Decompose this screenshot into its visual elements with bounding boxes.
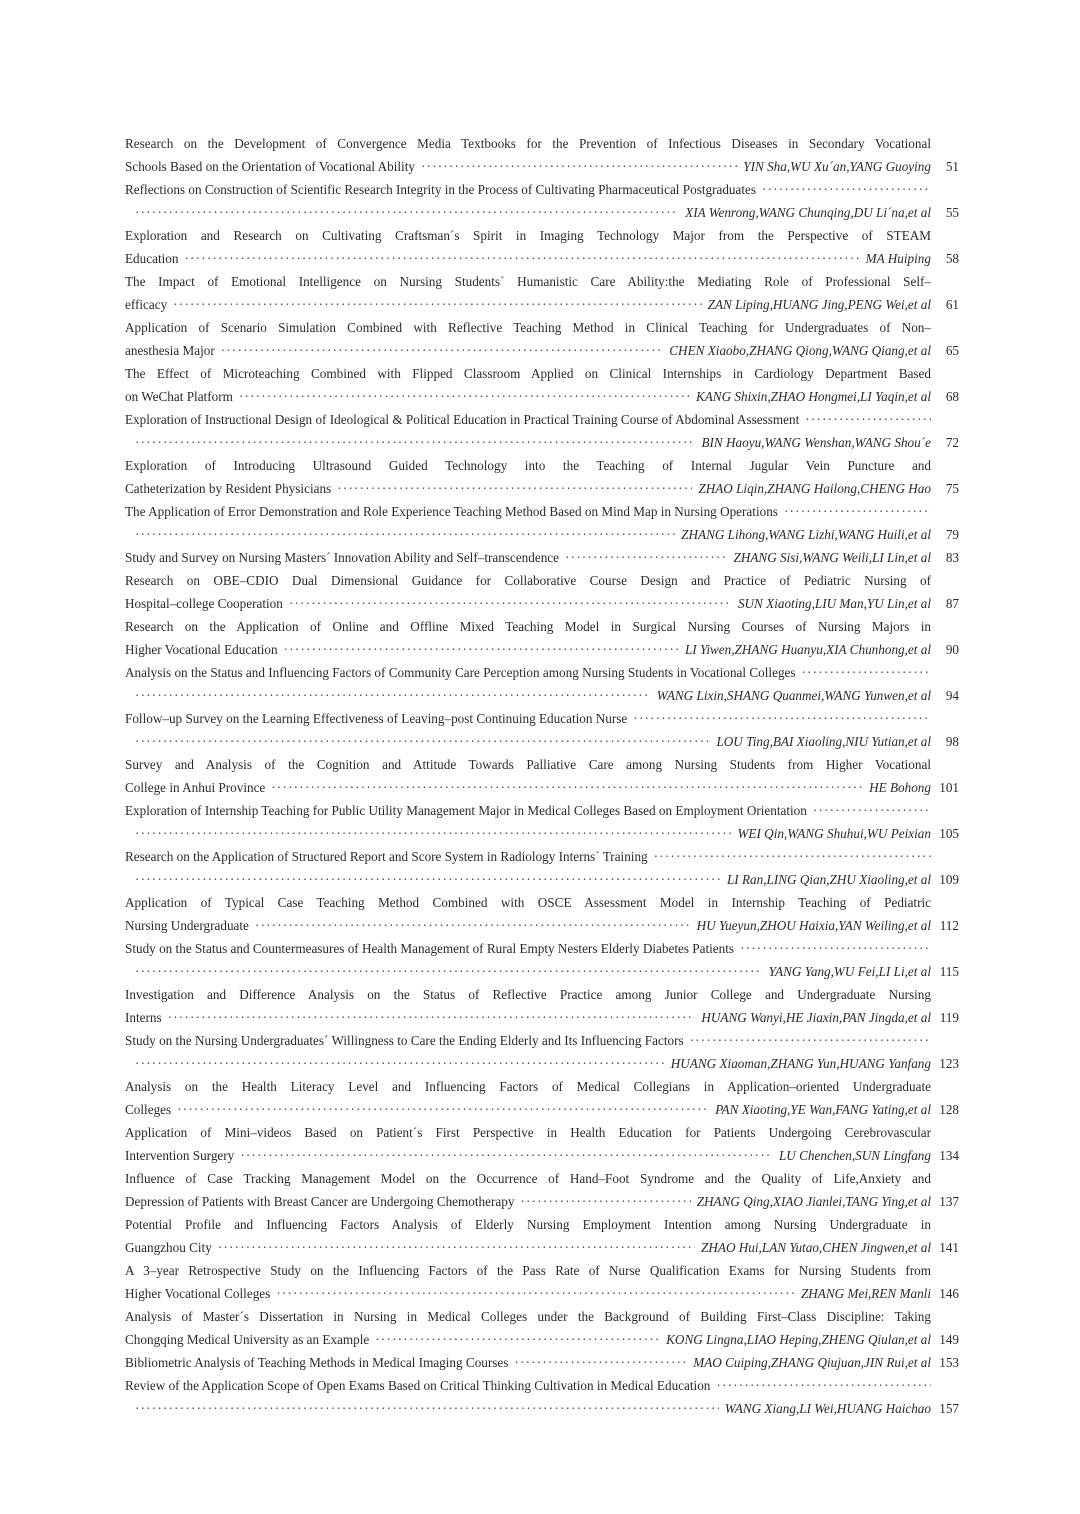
article-title: Guangzhou City [125, 1240, 212, 1255]
leader-dots [135, 730, 710, 753]
article-title: Follow–up Survey on the Learning Effectiveness of Leaving–post Continuing Education Nurse [125, 711, 628, 726]
leader-dots [421, 155, 737, 178]
article-authors: LU Chenchen,SUN Lingfang [778, 1148, 931, 1163]
article-authors: HU Yueyun,ZHOU Haixia,YAN Weiling,et al [696, 918, 931, 933]
article-authors: ZHAO Hui,LAN Yutao,CHEN Jingwen,et al [701, 1240, 931, 1255]
article-title: on WeChat Platform [125, 389, 233, 404]
leader-dots [284, 638, 679, 661]
leader-dots [135, 868, 721, 891]
article-title: The Impact of Emotional Intelligence on Nursing Students´ Humanistic Care Ability:the Mediating Role of Professional Self– [125, 274, 931, 289]
article-authors: LI Yiwen,ZHANG Huanyu,XIA Chunhong,et al [684, 642, 931, 657]
leader-dots [654, 845, 931, 868]
toc-entry[interactable]: Study and Survey on Nursing Masters´ Innovation Ability and Self–transcendence ····· ZHANG Sisi,WANG Weili,LI Lin,et al 83 [125, 546, 931, 569]
toc-entry[interactable]: Research on the Application of Structured Report and Score System in Radiology Interns´ Training ····· ····· LI Ran,LING Qian,ZHU Xiaoling,et al 109 [125, 845, 931, 891]
article-title: Review of the Application Scope of Open Exams Based on Critical Thinking Cultivation in Medical Education [125, 1378, 711, 1393]
leader-dots [135, 1052, 665, 1075]
article-authors: LOU Ting,BAI Xiaoling,NIU Yutian,et al [716, 734, 931, 749]
leader-dots [135, 1397, 719, 1420]
leader-dots [289, 592, 732, 615]
article-title: Analysis of Master´s Dissertation in Nursing in Medical Colleges under the Background of Building First–Class Discipline: Taking [125, 1309, 931, 1324]
article-authors: LI Ran,LING Qian,ZHU Xiaoling,et al [726, 872, 931, 887]
article-title: Catheterization by Resident Physicians [125, 481, 332, 496]
article-title: Exploration of Instructional Design of Ideological & Political Education in Practical Training Course of Abdominal Assessment [125, 412, 800, 427]
leader-dots [177, 1098, 709, 1121]
article-title: Research on the Application of Online and Offline Mixed Teaching Model in Surgical Nursing Courses of Nursing Majors in [125, 619, 931, 634]
toc-entry[interactable]: Analysis of Master´s Dissertation in Nursing in Medical Colleges under the Background of Building First–Class Discipline: Taking Chongqing Medical University as an Example ····· KONG Lingna,LIAO Heping,ZHENG Qiulan,et al 149 [125, 1305, 931, 1351]
article-title: Hospital–college Cooperation [125, 596, 283, 611]
article-title: Chongqing Medical University as an Example [125, 1332, 370, 1347]
article-title: Exploration of Internship Teaching for Public Utility Management Major in Medical Colleges Based on Employment Orientation [125, 803, 807, 818]
toc-entry[interactable]: Application of Scenario Simulation Combined with Reflective Teaching Method in Clinical Teaching for Undergraduates of Non– anesthesia Major ····· CHEN Xiaobo,ZHANG Qiong,WANG Qiang,et al 65 [125, 316, 931, 362]
leader-dots [805, 408, 931, 431]
article-authors: YIN Sha,WU Xu´an,YANG Guoying [743, 159, 931, 174]
article-title: Schools Based on the Orientation of Vocational Ability [125, 159, 415, 174]
toc-entry[interactable]: Research on the Development of Convergence Media Textbooks for the Prevention of Infectious Diseases in Secondary Vocational Schools Based on the Orientation of Vocational Ability ····· YIN Sha,WU Xu´an,YANG Guoying 51 [125, 132, 931, 178]
article-authors: ZAN Liping,HUANG Jing,PENG Wei,et al [707, 297, 931, 312]
article-authors: ZHANG Sisi,WANG Weili,LI Lin,et al [733, 550, 931, 565]
article-title: College in Anhui Province [125, 780, 266, 795]
article-title: A 3–year Retrospective Study on the Influencing Factors of the Pass Rate of Nurse Qualification Exams for Nursing Students from [125, 1263, 931, 1278]
article-authors: SUN Xiaoting,LIU Man,YU Lin,et al [737, 596, 931, 611]
article-title: Study on the Nursing Undergraduates´ Willingness to Care the Ending Elderly and Its Influencing Factors [125, 1033, 684, 1048]
toc-entry[interactable]: Application of Typical Case Teaching Method Combined with OSCE Assessment Model in Internship Teaching of Pediatric Nursing Undergraduate ····· HU Yueyun,ZHOU Haixia,YAN Weiling,et al 112 [125, 891, 931, 937]
leader-dots [239, 385, 690, 408]
toc-entry[interactable]: Reflections on Construction of Scientific Research Integrity in the Process of Cultivating Pharmaceutical Postgraduates ····· ····· XIA Wenrong,WANG Chunqing,DU Li´na,et al 55 [125, 178, 931, 224]
article-title: Study and Survey on Nursing Masters´ Innovation Ability and Self–transcendence [125, 550, 560, 565]
leader-dots [690, 1029, 931, 1052]
article-title: Influence of Case Tracking Management Model on the Occurrence of Hand–Foot Syndrome and the Quality of Life,Anxiety and [125, 1171, 931, 1186]
article-authors: ZHANG Qing,XIAO Jianlei,TANG Ying,et al [696, 1194, 931, 1209]
article-authors: YANG Yang,WU Fei,LI Li,et al [768, 964, 931, 979]
toc-entry[interactable]: Study on the Nursing Undergraduates´ Willingness to Care the Ending Elderly and Its Influencing Factors ····· ····· HUANG Xiaoman,ZHANG Yun,HUANG Yanfang 123 [125, 1029, 931, 1075]
article-authors: HE Bohong [869, 780, 931, 795]
article-title: Application of Mini–videos Based on Patient´s First Perspective in Health Education for Patients Undergoing Cerebrovascular [125, 1125, 931, 1140]
article-title: Research on the Application of Structured Report and Score System in Radiology Interns´ Training [125, 849, 648, 864]
leader-dots [740, 937, 931, 960]
article-title: Reflections on Construction of Scientific Research Integrity in the Process of Cultivating Pharmaceutical Postgraduates [125, 182, 757, 197]
article-authors: MAO Cuiping,ZHANG Qiujuan,JIN Rui,et al [693, 1355, 931, 1370]
toc-entry[interactable]: Review of the Application Scope of Open Exams Based on Critical Thinking Cultivation in Medical Education ····· ····· WANG Xiang,LI Wei,HUANG Haichao 157 [125, 1374, 931, 1420]
article-title: Nursing Undergraduate [125, 918, 249, 933]
toc-entry[interactable]: Follow–up Survey on the Learning Effectiveness of Leaving–post Continuing Education Nurse ····· ····· LOU Ting,BAI Xiaoling,NIU Yutian,et al 98 [125, 707, 931, 753]
toc-entry[interactable]: Survey and Analysis of the Cognition and Attitude Towards Palliative Care among Nursing Students from Higher Vocational College in Anhui Province ····· HE Bohong 101 [125, 753, 931, 799]
toc-entry[interactable]: The Impact of Emotional Intelligence on Nursing Students´ Humanistic Care Ability:the Mediating Role of Professional Self– efficacy ····· ZAN Liping,HUANG Jing,PENG Wei,et al 61 [125, 270, 931, 316]
leader-dots [716, 1374, 931, 1397]
article-title: Analysis on the Status and Influencing Factors of Community Care Perception among Nursing Students in Vocational Colleges [125, 665, 796, 680]
leader-dots [520, 1190, 690, 1213]
leader-dots [375, 1328, 660, 1351]
article-title: Exploration and Research on Cultivating Craftsman´s Spirit in Imaging Technology Major from the Perspective of STEAM [125, 228, 931, 243]
toc-entry[interactable]: Potential Profile and Influencing Factors Analysis of Elderly Nursing Employment Intention among Nursing Undergraduate in Guangzhou City ····· ZHAO Hui,LAN Yutao,CHEN Jingwen,et al 141 [125, 1213, 931, 1259]
article-title: Analysis on the Health Literacy Level and Influencing Factors of Medical Collegians in Application–oriented Undergraduate [125, 1079, 931, 1094]
toc-entry[interactable]: Research on the Application of Online and Offline Mixed Teaching Model in Surgical Nursing Courses of Nursing Majors in Higher Vocational Education ····· LI Yiwen,ZHANG Huanyu,XIA Chunhong,et al 90 [125, 615, 931, 661]
article-title: Study on the Status and Countermeasures of Health Management of Rural Empty Nesters Elderly Diabetes Patients [125, 941, 735, 956]
article-title: The Effect of Microteaching Combined with Flipped Classroom Applied on Clinical Internships in Cardiology Department Based [125, 366, 931, 381]
article-authors: MA Huiping [865, 251, 931, 266]
leader-dots [135, 960, 763, 983]
article-title: Application of Scenario Simulation Combined with Reflective Teaching Method in Clinical Teaching for Undergraduates of Non– [125, 320, 931, 335]
leader-dots [337, 477, 692, 500]
article-authors: KONG Lingna,LIAO Heping,ZHENG Qiulan,et al [666, 1332, 931, 1347]
leader-dots [633, 707, 931, 730]
article-title: Survey and Analysis of the Cognition and Attitude Towards Palliative Care among Nursing Students from Higher Vocational [125, 757, 931, 772]
article-title: Interns [125, 1010, 162, 1025]
article-title: Colleges [125, 1102, 172, 1117]
leader-dots [221, 339, 664, 362]
toc-entry[interactable]: Exploration of Introducing Ultrasound Guided Technology into the Teaching of Internal Jugular Vein Puncture and Catheterization by Resident Physicians ····· ZHAO Liqin,ZHANG Hailong,CHENG Hao 75 [125, 454, 931, 500]
toc-entry[interactable]: Analysis on the Health Literacy Level and Influencing Factors of Medical Collegians in Application–oriented Undergraduate Colleges ····· PAN Xiaoting,YE Wan,FANG Yating,et al 128 [125, 1075, 931, 1121]
article-authors: CHEN Xiaobo,ZHANG Qiong,WANG Qiang,et al [669, 343, 931, 358]
article-authors: ZHANG Lihong,WANG Lizhi,WANG Huili,et al [681, 527, 931, 542]
leader-dots [218, 1236, 695, 1259]
article-authors: HUANG Xiaoman,ZHANG Yun,HUANG Yanfang [670, 1056, 931, 1071]
toc-entry[interactable]: Research on OBE–CDIO Dual Dimensional Guidance for Collaborative Course Design and Practice of Pediatric Nursing of Hospital–college Cooperation ····· SUN Xiaoting,LIU Man,YU Lin,et al 87 [125, 569, 931, 615]
leader-dots [255, 914, 691, 937]
article-title: The Application of Error Demonstration and Role Experience Teaching Method Based on Mind Map in Nursing Operations [125, 504, 778, 519]
leader-dots [135, 684, 651, 707]
leader-dots [784, 500, 931, 523]
toc-entry[interactable]: The Application of Error Demonstration and Role Experience Teaching Method Based on Mind Map in Nursing Operations ····· ····· ZHANG Lihong,WANG Lizhi,WANG Huili,et al 79 [125, 500, 931, 546]
article-title: Education [125, 251, 179, 266]
article-title: Higher Vocational Education [125, 642, 278, 657]
toc-entry[interactable]: Application of Mini–videos Based on Patient´s First Perspective in Health Education for Patients Undergoing Cerebrovascular Intervention Surgery ····· LU Chenchen,SUN Lingfang 134 [125, 1121, 931, 1167]
article-authors: ZHAO Liqin,ZHANG Hailong,CHENG Hao [698, 481, 931, 496]
article-title: Depression of Patients with Breast Cancer are Undergoing Chemotherapy [125, 1194, 515, 1209]
article-title: Research on the Development of Convergence Media Textbooks for the Prevention of Infectious Diseases in Secondary Vocational [125, 136, 931, 151]
table-of-contents [125, 132, 959, 1420]
article-authors: KANG Shixin,ZHAO Hongmei,LI Yaqin,et al [695, 389, 931, 404]
leader-dots [271, 776, 863, 799]
toc-entry[interactable]: The Effect of Microteaching Combined with Flipped Classroom Applied on Clinical Internships in Cardiology Department Based on WeChat Platform ····· KANG Shixin,ZHAO Hongmei,LI Yaqin,et al 68 [125, 362, 931, 408]
article-authors: XIA Wenrong,WANG Chunqing,DU Li´na,et al [685, 205, 931, 220]
leader-dots [240, 1144, 773, 1167]
leader-dots [135, 822, 731, 845]
article-authors: WANG Lixin,SHANG Quanmei,WANG Yunwen,et al [656, 688, 931, 703]
toc-entry[interactable]: Study on the Status and Countermeasures of Health Management of Rural Empty Nesters Elderly Diabetes Patients ····· ····· YANG Yang,WU Fei,LI Li,et al 115 [125, 937, 931, 983]
article-authors: BIN Haoyu,WANG Wenshan,WANG Shou´e [701, 435, 931, 450]
leader-dots [802, 661, 931, 684]
article-title: Application of Typical Case Teaching Method Combined with OSCE Assessment Model in Internship Teaching of Pediatric [125, 895, 931, 910]
article-title: efficacy [125, 297, 168, 312]
article-authors: HUANG Wanyi,HE Jiaxin,PAN Jingda,et al [701, 1010, 931, 1025]
article-title: Research on OBE–CDIO Dual Dimensional Guidance for Collaborative Course Design and Practice of Pediatric Nursing of [125, 573, 931, 588]
article-title: Potential Profile and Influencing Factors Analysis of Elderly Nursing Employment Intention among Nursing Undergraduate in [125, 1217, 931, 1232]
article-title: Exploration of Introducing Ultrasound Guided Technology into the Teaching of Internal Jugular Vein Puncture and [125, 458, 931, 473]
toc-entry[interactable]: Exploration and Research on Cultivating Craftsman´s Spirit in Imaging Technology Major from the Perspective of STEAM Education ····· MA Huiping 58 [125, 224, 931, 270]
leader-dots [135, 431, 695, 454]
article-title: Higher Vocational Colleges [125, 1286, 271, 1301]
article-title: Bibliometric Analysis of Teaching Methods in Medical Imaging Courses [125, 1355, 509, 1370]
toc-entry[interactable]: Influence of Case Tracking Management Model on the Occurrence of Hand–Foot Syndrome and the Quality of Life,Anxiety and Depression of Patients with Breast Cancer are Undergoing Chemotherapy ····· ZHANG Qing,XIAO Jianlei,TANG Ying,et al 137 [125, 1167, 931, 1213]
article-authors: WANG Xiang,LI Wei,HUANG Haichao [724, 1401, 931, 1416]
toc-entry[interactable]: Analysis on the Status and Influencing Factors of Community Care Perception among Nursing Students in Vocational Colleges ····· ····· WANG Lixin,SHANG Quanmei,WANG Yunwen,et al 94 [125, 661, 931, 707]
toc-entry[interactable]: A 3–year Retrospective Study on the Influencing Factors of the Pass Rate of Nurse Qualification Exams for Nursing Students from Higher Vocational Colleges ····· ZHANG Mei,REN Manli 146 [125, 1259, 931, 1305]
leader-dots [135, 201, 679, 224]
leader-dots [173, 293, 701, 316]
article-authors: PAN Xiaoting,YE Wan,FANG Yating,et al [715, 1102, 931, 1117]
article-authors: WEI Qin,WANG Shuhui,WU Peixian [737, 826, 931, 841]
toc-entry[interactable]: Investigation and Difference Analysis on the Status of Reflective Practice among Junior College and Undergraduate Nursing Interns ····· HUANG Wanyi,HE Jiaxin,PAN Jingda,et al 119 [125, 983, 931, 1029]
toc-entry[interactable]: Exploration of Instructional Design of Ideological & Political Education in Practical Training Course of Abdominal Assessment ····· ····· BIN Haoyu,WANG Wenshan,WANG Shou´e 72 [125, 408, 931, 454]
leader-dots [565, 546, 727, 569]
leader-dots [514, 1351, 687, 1374]
leader-dots [762, 178, 931, 201]
leader-dots [135, 523, 675, 546]
leader-dots [276, 1282, 795, 1305]
toc-entry[interactable]: Exploration of Internship Teaching for Public Utility Management Major in Medical Colleges Based on Employment Orientation ····· ····· WEI Qin,WANG Shuhui,WU Peixian 105 [125, 799, 931, 845]
article-title: Investigation and Difference Analysis on the Status of Reflective Practice among Junior College and Undergraduate Nursing [125, 987, 931, 1002]
leader-dots [184, 247, 859, 270]
leader-dots [168, 1006, 696, 1029]
article-title: Intervention Surgery [125, 1148, 235, 1163]
article-authors: ZHANG Mei,REN Manli [800, 1286, 931, 1301]
article-title: anesthesia Major [125, 343, 215, 358]
toc-entry[interactable]: Bibliometric Analysis of Teaching Methods in Medical Imaging Courses ····· MAO Cuiping,ZHANG Qiujuan,JIN Rui,et al 153 [125, 1351, 931, 1374]
leader-dots [813, 799, 931, 822]
